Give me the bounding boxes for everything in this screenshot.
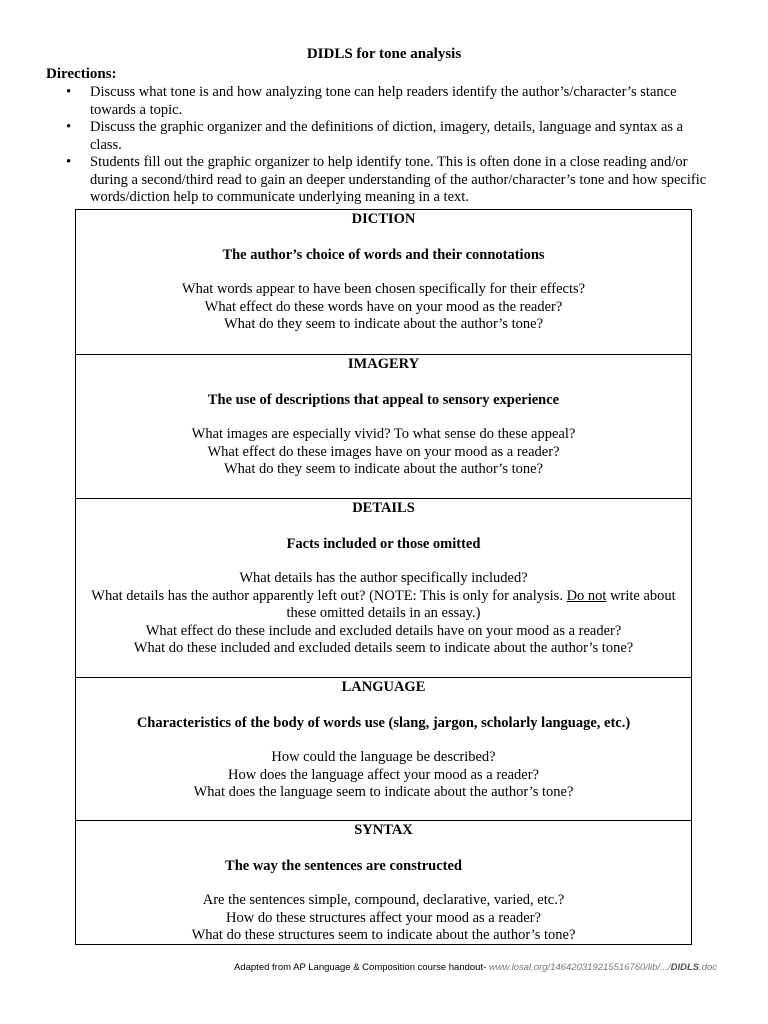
directions-heading: Directions: xyxy=(46,66,117,82)
question: What effect do these images have on your mood as a reader? xyxy=(207,443,560,460)
url-prefix: www.losal.org/146420319215516760/lib/.../ xyxy=(488,962,671,973)
section-imagery xyxy=(76,355,691,499)
section-syntax xyxy=(76,821,691,944)
source-url[interactable] xyxy=(489,962,717,973)
question: What do these included and excluded details seem to indicate about the author’s tone? xyxy=(133,640,634,656)
question: What do they seem to indicate about the author’s tone? xyxy=(223,316,544,332)
section-definition: Facts included or those omitted xyxy=(286,535,481,552)
section-questions xyxy=(76,281,691,334)
section-definition: The author’s choice of words and their connotations xyxy=(222,246,545,263)
section-heading: DICTION xyxy=(351,211,416,227)
section-details xyxy=(76,499,691,678)
source-footer xyxy=(234,962,717,973)
question-text: write about these omitted details in an essay.) xyxy=(286,587,676,621)
question: What do they seem to indicate about the author’s tone? xyxy=(223,461,544,477)
question-text: What details has the author apparently left out? (NOTE: This is only for analysis. xyxy=(91,587,567,604)
section-definition: The way the sentences are constructed xyxy=(225,857,462,874)
graphic-organizer-table xyxy=(75,209,692,945)
direction-item: • Students fill out the graphic organizer to help identify tone. This is often done in a close reading and/or during a second/third read to gain an deeper understanding of the author/character’s tone and how specific words/diction help to communicate underlying meaning in a text. xyxy=(58,154,708,207)
section-heading: DETAILS xyxy=(352,500,415,516)
section-questions xyxy=(76,892,691,945)
question: How could the language be described? xyxy=(271,749,496,765)
do-not-emphasis: Do not xyxy=(566,587,607,604)
footer-text: Adapted from AP Language & Composition course handout- xyxy=(234,962,489,973)
question: What words appear to have been chosen specifically for their effects? xyxy=(181,281,586,297)
question: What effect do these include and excluded details have on your mood as a reader? xyxy=(145,622,622,639)
section-language xyxy=(76,678,691,821)
question-with-note xyxy=(76,588,691,623)
section-diction xyxy=(76,210,691,355)
question: What effect do these words have on your mood as the reader? xyxy=(204,298,563,315)
section-heading: LANGUAGE xyxy=(341,679,426,695)
section-heading: IMAGERY xyxy=(347,356,420,372)
question: How do these structures affect your mood as a reader? xyxy=(226,909,541,926)
document-title: DIDLS for tone analysis xyxy=(306,46,462,62)
question: What does the language seem to indicate about the author’s tone? xyxy=(193,784,574,800)
section-questions xyxy=(76,749,691,802)
direction-item: • Discuss what tone is and how analyzing tone can help readers identify the author’s/character’s stance towards a topic. xyxy=(58,84,708,119)
question: What images are especially vivid? To what sense do these appeal? xyxy=(191,426,576,442)
section-definition: The use of descriptions that appeal to sensory experience xyxy=(207,391,560,408)
question: What do these structures seem to indicate about the author’s tone? xyxy=(191,927,576,943)
section-questions xyxy=(76,570,691,658)
section-definition: Characteristics of the body of words use (slang, jargon, scholarly language, etc.) xyxy=(136,714,631,731)
question: How does the language affect your mood as a reader? xyxy=(228,766,539,783)
section-questions xyxy=(76,426,691,479)
direction-item: • Discuss the graphic organizer and the definitions of diction, imagery, details, language and syntax as a class. xyxy=(58,119,708,154)
question: Are the sentences simple, compound, declarative, varied, etc.? xyxy=(202,892,565,908)
directions-list xyxy=(58,84,708,207)
section-heading: SYNTAX xyxy=(354,822,413,838)
url-bold: DIDLS xyxy=(670,962,700,973)
url-suffix: .doc xyxy=(699,962,718,973)
question: What details has the author specifically included? xyxy=(239,570,528,586)
